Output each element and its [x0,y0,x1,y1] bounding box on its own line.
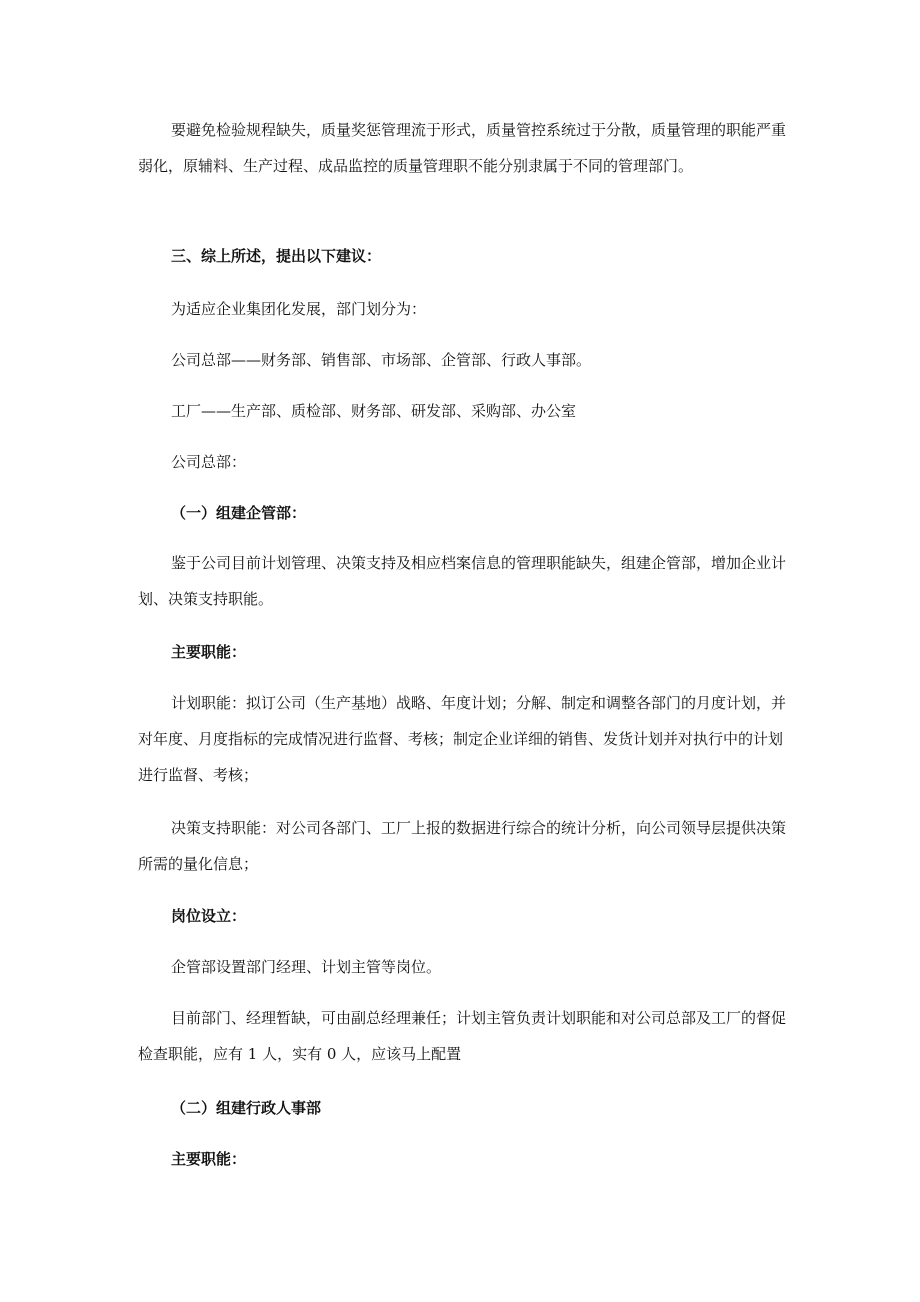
paragraph-factory-departments: 工厂——生产部、质检部、财务部、研发部、采购部、办公室 [171,402,577,420]
paragraph-staffing-status: 目前部门、经理暂缺，可由副总经理兼任；计划主管负责计划职能和对公司总部及工厂的督促检查职能，应有 1 人，实有 0 人，应该马上配置 [138,1009,787,1063]
heading-main-functions-1: 主要职能： [171,643,247,661]
paragraph-department-division: 为适应企业集团化发展，部门划分为： [171,300,427,318]
paragraph-planning-function: 计划职能：拟订公司（生产基地）战略、年度计划；分解、制定和调整各部门的月度计划，并对年度、月度指标的完成情况进行监督、考核；制定企业详细的销售、发货计划并对执行中的计划进行监督、考核； [138,694,787,784]
paragraph-quality-management: 要避免检验规程缺失，质量奖惩管理流于形式，质量管控系统过于分散，质量管理的职能严重弱化，原辅料、生产过程、成品监控的质量管理职不能分别隶属于不同的管理部门。 [138,121,787,175]
heading-position-setup: 岗位设立： [171,907,247,925]
paragraph-enterprise-management-rationale: 鉴于公司目前计划管理、决策支持及相应档案信息的管理职能缺失，组建企管部，增加企业计划、决策支持职能。 [138,554,787,608]
paragraph-position-list: 企管部设置部门经理、计划主管等岗位。 [171,958,442,976]
subsection-heading-admin-hr: （二）组建行政人事部 [171,1099,322,1117]
paragraph-headquarters-departments: 公司总部——财务部、销售部、市场部、企管部、行政人事部。 [171,351,592,369]
subsection-heading-enterprise-management: （一）组建企管部： [171,504,307,522]
section-heading-recommendations: 三、综上所述，提出以下建议： [171,247,382,265]
paragraph-headquarters-label: 公司总部： [171,453,247,471]
heading-main-functions-2: 主要职能： [171,1150,247,1168]
paragraph-decision-support-function: 决策支持职能：对公司各部门、工厂上报的数据进行综合的统计分析，向公司领导层提供决策所需的量化信息； [138,819,787,873]
